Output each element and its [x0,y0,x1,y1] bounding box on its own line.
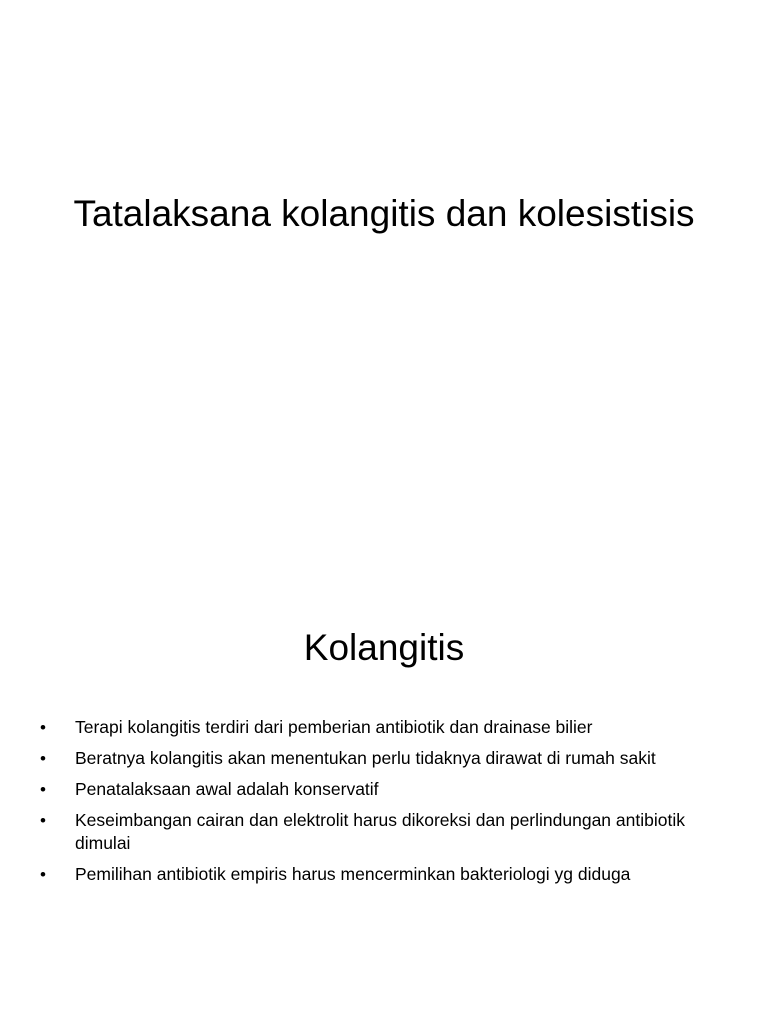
bullet-icon: • [40,865,46,884]
bullet-item [40,809,720,855]
bullet-text: Terapi kolangitis terdiri dari pemberian antibiotik dan drainase bilier [75,717,593,737]
bullet-text: Keseimbangan cairan dan elektrolit harus dikoreksi dan perlindungan antibiotik dimulai [75,810,685,853]
bullet-item [40,747,720,770]
bullet-icon: • [40,811,46,830]
bullet-icon: • [40,780,46,799]
slide-title: Tatalaksana kolangitis dan kolesistisis [73,193,695,234]
slide-heading: Kolangitis [303,627,465,668]
bullet-text: Pemilihan antibiotik empiris harus mencerminkan bakteriologi yg diduga [75,864,631,884]
bullet-text: Penatalaksaan awal adalah konservatif [75,779,379,799]
bullet-text: Beratnya kolangitis akan menentukan perlu tidaknya dirawat di rumah sakit [75,748,656,768]
bullet-item [40,716,720,739]
bullet-item [40,863,720,886]
bullet-icon: • [40,749,46,768]
bullet-item [40,778,720,801]
bullet-list [40,716,720,894]
bullet-icon: • [40,718,46,737]
content-slide [0,512,768,1024]
